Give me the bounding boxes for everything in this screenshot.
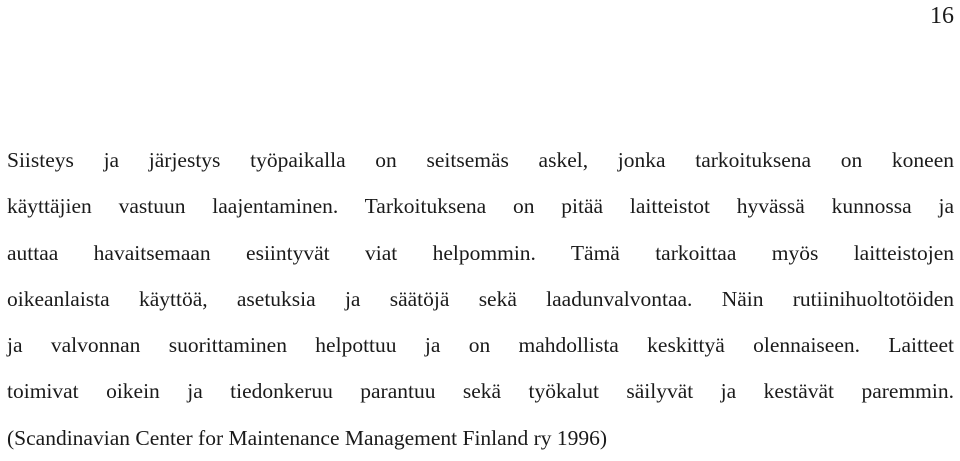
citation-line: (Scandinavian Center for Maintenance Management Finland ry 1996) <box>7 425 608 450</box>
paragraph-line: käyttäjien vastuun laajentaminen. Tarkoituksena on pitää laitteistot hyvässä kunnossa ja <box>7 194 954 219</box>
paragraph-line: oikeanlaista käyttöä, asetuksia ja säätöjä sekä laadunvalvontaa. Näin rutiinihuoltotöiden <box>7 286 954 311</box>
paragraph-line: ja valvonnan suorittaminen helpottuu ja on mahdollista keskittyä olennaiseen. Laitteet <box>7 333 954 358</box>
paragraph-line: auttaa havaitsemaan esiintyvät viat helpommin. Tämä tarkoittaa myös laitteistojen <box>7 240 954 265</box>
body-paragraph <box>7 137 954 461</box>
paragraph-line: Siisteys ja järjestys työpaikalla on seitsemäs askel, jonka tarkoituksena on koneen <box>7 148 954 172</box>
paragraph-line: toimivat oikein ja tiedonkeruu parantuu sekä työkalut säilyvät ja kestävät paremmin. <box>7 379 954 404</box>
page-number: 16 <box>930 3 954 29</box>
